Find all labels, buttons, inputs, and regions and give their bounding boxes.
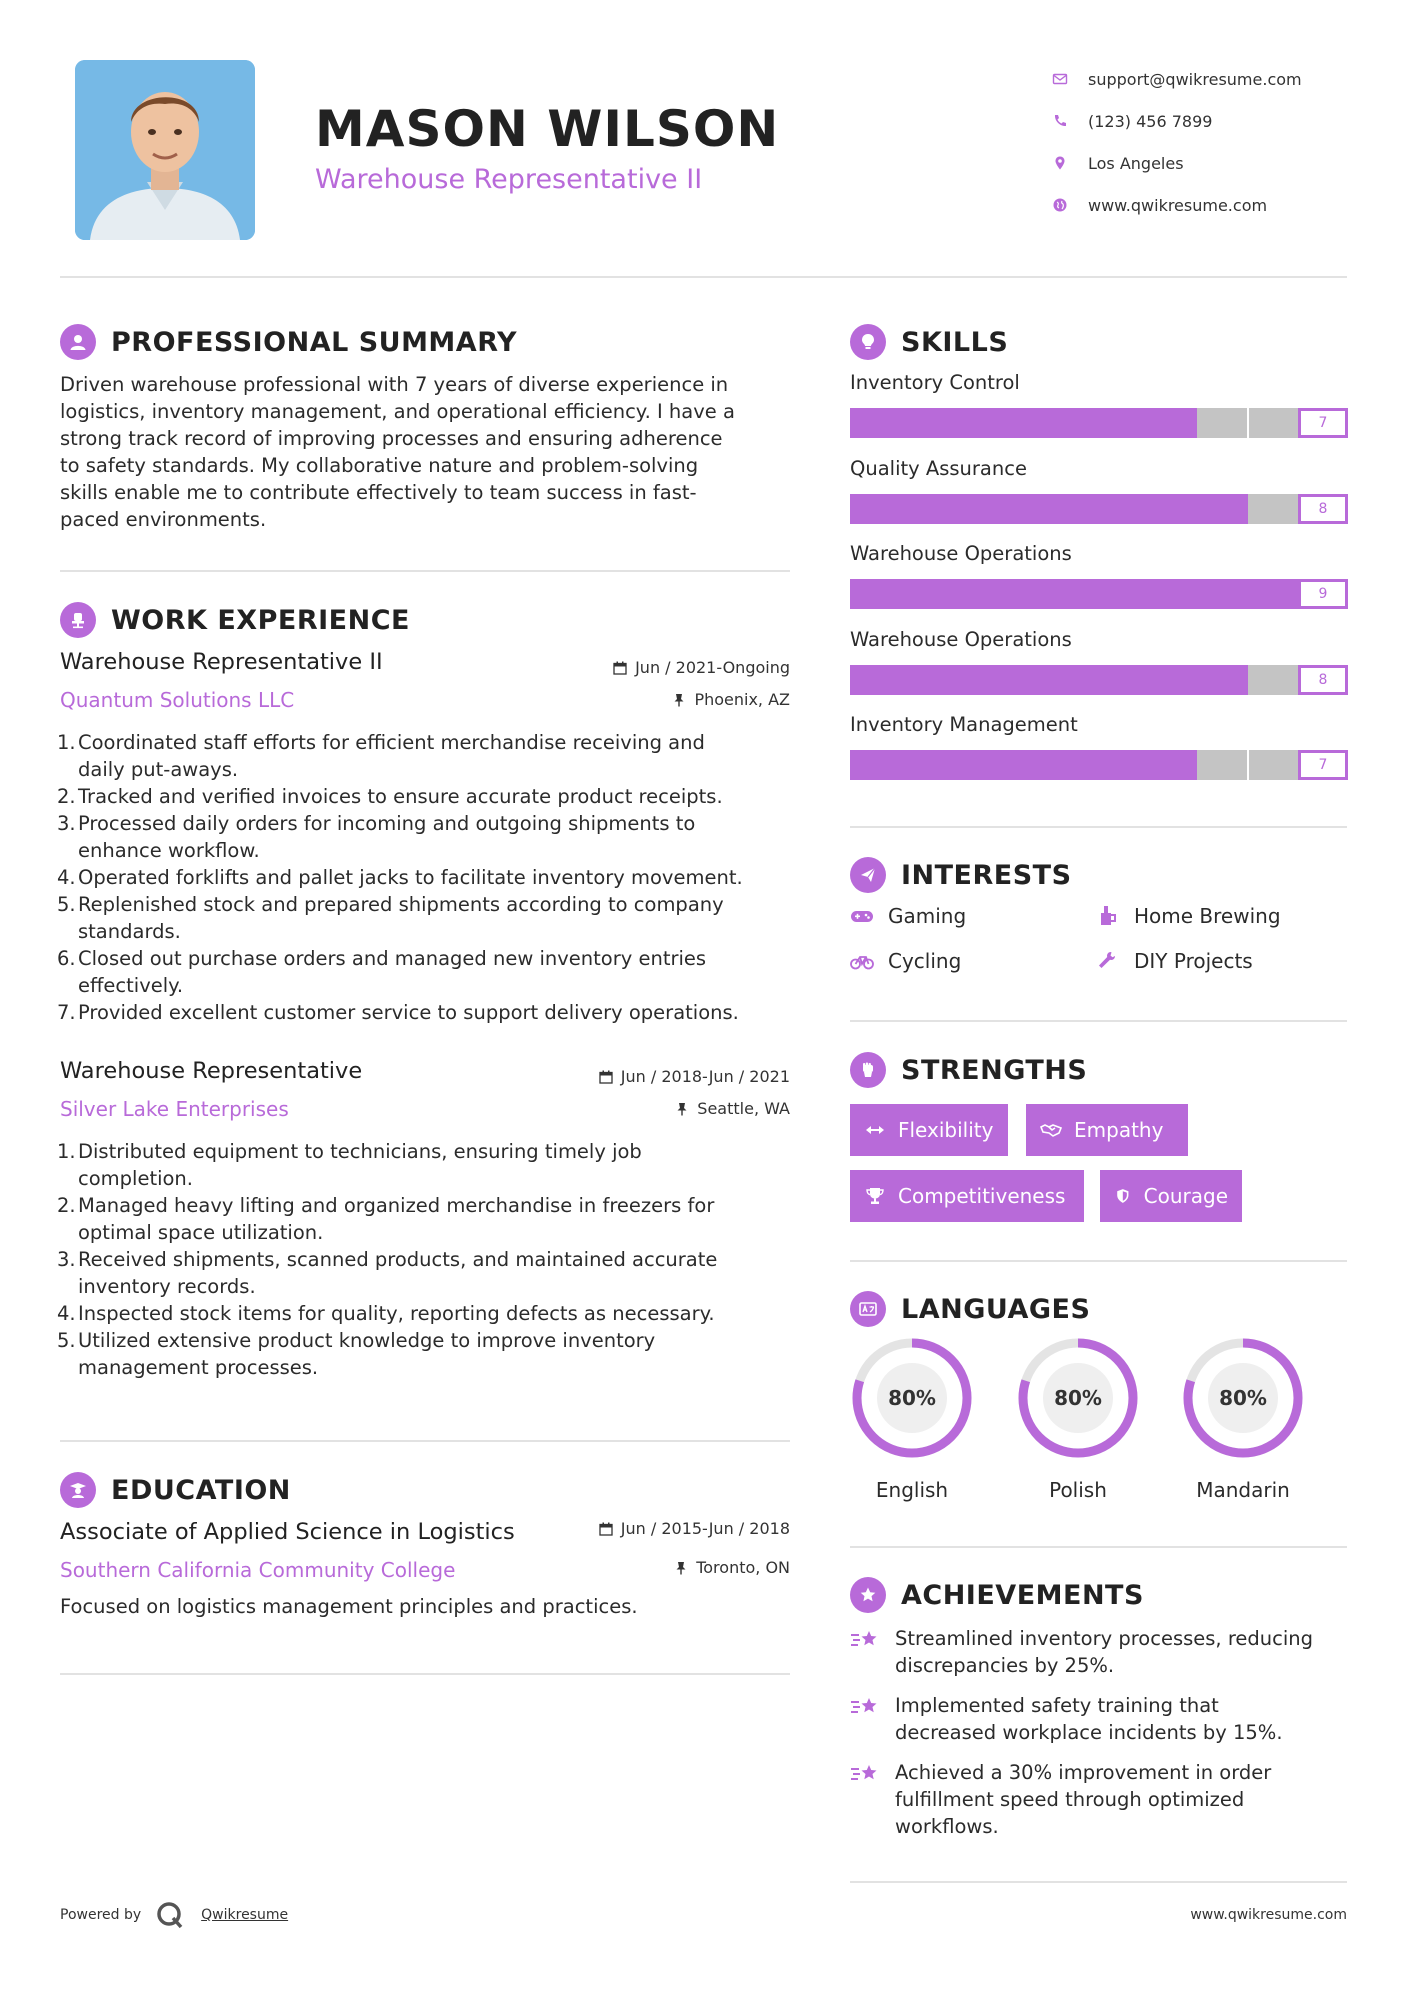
language-name: Polish — [1049, 1478, 1107, 1502]
job-dates — [490, 658, 790, 677]
job-location — [490, 690, 790, 709]
skill-bar-segment — [1248, 579, 1298, 609]
skill-bar-segment — [850, 750, 900, 780]
skill-label: Quality Assurance — [850, 456, 1027, 480]
skill-bar-segment — [1098, 408, 1148, 438]
candidate-name: MASON WILSON — [315, 100, 780, 158]
achievement-item — [850, 1625, 1347, 1679]
achievement-line: decreased workplace incidents by 15%. — [895, 1721, 1283, 1744]
job-location-text: Seattle, WA — [697, 1099, 790, 1118]
skill-bar-segment — [1249, 408, 1299, 438]
interests-heading — [850, 857, 1072, 893]
achievement-line: workflows. — [895, 1815, 999, 1838]
profile-photo — [75, 60, 255, 240]
skill-label: Inventory Management — [850, 713, 1078, 736]
skill-bar-segment — [900, 750, 950, 780]
footer-powered — [60, 1900, 288, 1930]
summary-line: paced environments. — [60, 508, 267, 531]
lightbulb-icon — [850, 324, 886, 360]
skill-bar-segment — [850, 579, 900, 609]
list-item: 6. Closed out purchase orders and managed new inventory entries effectively. — [57, 947, 707, 997]
list-item: 2. Managed heavy lifting and organized merchandise in freezers for optimal space utilization. — [57, 1194, 715, 1244]
language-item — [1016, 1336, 1140, 1502]
summary-line: to safety standards. My collaborative nature and problem-solving — [60, 454, 699, 477]
skill-bar-segment — [1048, 408, 1098, 438]
header-divider — [60, 276, 1347, 278]
skill-bar — [850, 750, 1298, 780]
work-divider — [60, 1440, 790, 1442]
skill-bar — [850, 579, 1298, 609]
arrows-horizontal-icon — [864, 1120, 886, 1140]
contact-block — [1052, 58, 1372, 226]
summary-title: PROFESSIONAL SUMMARY — [111, 326, 518, 358]
summary-line: Driven warehouse professional with 7 years of diverse experience in — [60, 373, 729, 396]
skill-bar-segment — [900, 408, 950, 438]
education-title: EDUCATION — [111, 1474, 291, 1506]
shield-icon — [1114, 1186, 1132, 1206]
skill-level-badge: 7 — [1298, 750, 1348, 780]
strength-label: Empathy — [1074, 1118, 1164, 1142]
education-location — [490, 1558, 790, 1577]
summary-divider — [60, 570, 790, 572]
briefcase-chair-icon — [60, 602, 96, 638]
skill-bar-segment — [1197, 750, 1249, 780]
contact-phone-text: (123) 456 7899 — [1088, 111, 1213, 131]
language-item — [850, 1336, 974, 1502]
summary-line: skills enable me to contribute effectively to team success in fast- — [60, 481, 697, 504]
work-title: WORK EXPERIENCE — [111, 604, 410, 636]
job-location — [490, 1099, 790, 1118]
skill-bar-segment — [1147, 750, 1197, 780]
contact-website-text: www.qwikresume.com — [1088, 195, 1268, 215]
skill-bar-segment — [1198, 665, 1248, 695]
interest-diy-projects — [1096, 949, 1253, 973]
skill-label: Warehouse Operations — [850, 627, 1072, 651]
job-title: Warehouse Representative — [60, 1058, 363, 1084]
skills-divider — [850, 826, 1347, 828]
footer-website[interactable]: www.qwikresume.com — [1190, 1907, 1347, 1923]
trophy-icon — [864, 1186, 886, 1206]
language-name: English — [875, 1478, 949, 1502]
skill-bar-segment — [850, 408, 900, 438]
skill-level-badge: 8 — [1298, 665, 1348, 695]
gamepad-icon — [850, 905, 874, 927]
job-dates — [490, 1067, 790, 1086]
interest-label: Home Brewing — [1134, 904, 1281, 928]
list-item: 4. Inspected stock items for quality, reporting defects as necessary. — [57, 1302, 715, 1325]
calendar-icon — [599, 1522, 613, 1536]
education-dates — [490, 1519, 790, 1538]
skill-bar-segment — [1149, 665, 1199, 695]
job-bullets — [57, 1138, 800, 1381]
language-percent: 80% — [1219, 1386, 1267, 1410]
job-dates-text: Jun / 2018-Jun / 2021 — [620, 1067, 790, 1086]
skill-level-badge: 9 — [1298, 579, 1348, 609]
list-item: 2. Tracked and verified invoices to ensure accurate product receipts. — [57, 785, 723, 808]
job-company: Silver Lake Enterprises — [60, 1097, 289, 1121]
language-ring — [850, 1336, 974, 1460]
skills-heading — [850, 324, 1008, 360]
star-badge-icon — [850, 1577, 886, 1613]
skill-bar-segment — [1099, 579, 1149, 609]
pushpin-icon — [674, 1561, 688, 1575]
achievement-line: Implemented safety training that — [895, 1694, 1219, 1717]
education-dates-text: Jun / 2015-Jun / 2018 — [620, 1519, 790, 1538]
strength-empathy — [1026, 1104, 1188, 1156]
skill-label: Inventory Control — [850, 371, 1020, 394]
shooting-star-icon — [850, 1759, 895, 1840]
interest-label: Gaming — [888, 904, 967, 928]
pushpin-icon — [672, 693, 686, 707]
education-description: Focused on logistics management principles and practices. — [60, 1595, 638, 1618]
skill-bar-segment — [1049, 665, 1099, 695]
skill-label: Warehouse Operations — [850, 542, 1072, 565]
interests-divider — [850, 1020, 1347, 1022]
skill-bar-segment — [1198, 494, 1248, 524]
skill-bar-segment — [1147, 408, 1197, 438]
language-name: Mandarin — [1196, 1478, 1290, 1502]
work-heading — [60, 602, 410, 638]
language-percent: 80% — [888, 1386, 936, 1410]
skills-title: SKILLS — [901, 326, 1009, 358]
candidate-title: Warehouse Representative II — [315, 164, 703, 195]
skill-bar — [850, 408, 1298, 438]
strength-label: Courage — [1143, 1184, 1228, 1208]
translate-icon — [850, 1291, 886, 1327]
brand-link[interactable]: Qwikresume — [201, 1907, 289, 1923]
languages-divider — [850, 1546, 1347, 1548]
shooting-star-icon — [850, 1692, 895, 1746]
degree-title: Associate of Applied Science in Logistics — [60, 1519, 515, 1545]
strengths-heading — [850, 1052, 1087, 1088]
interest-gaming — [850, 904, 966, 928]
contact-location — [1052, 142, 1372, 184]
person-photo-icon — [75, 60, 255, 240]
summary-line: strong track record of improving processes and ensuring adherence — [60, 427, 723, 450]
user-icon — [60, 324, 96, 360]
skill-bar-segment — [950, 665, 1000, 695]
languages-heading — [850, 1291, 1090, 1327]
calendar-icon — [613, 661, 627, 675]
skill-level-badge: 8 — [1298, 494, 1348, 524]
skill-bar-segment — [850, 665, 900, 695]
contact-email-text: support@qwikresume.com — [1088, 69, 1302, 89]
fist-icon — [850, 1052, 886, 1088]
summary-line: logistics, inventory management, and operational efficiency. I have a — [60, 400, 735, 423]
achievement-line: Achieved a 30% improvement in order — [895, 1761, 1272, 1784]
strength-flexibility — [850, 1104, 1008, 1156]
job-title: Warehouse Representative II — [60, 649, 383, 675]
skill-bar-segment — [1099, 665, 1149, 695]
contact-location-text: Los Angeles — [1088, 153, 1184, 173]
handshake-icon — [1040, 1120, 1062, 1140]
strengths-title: STRENGTHS — [901, 1054, 1088, 1086]
skill-bar-segment — [1248, 494, 1298, 524]
skill-bar-segment — [950, 579, 1000, 609]
wrench-icon — [1096, 950, 1120, 972]
summary-heading — [60, 324, 517, 360]
pushpin-icon — [675, 1102, 689, 1116]
strength-label: Competitiveness — [898, 1184, 1066, 1208]
language-ring — [1016, 1336, 1140, 1460]
list-item: 5. Utilized extensive product knowledge to improve inventory management processes. — [57, 1329, 656, 1379]
qwikresume-logo-icon — [155, 1900, 185, 1930]
skill-bar — [850, 494, 1298, 524]
skill-bar-segment — [950, 494, 1000, 524]
interest-home-brewing — [1096, 904, 1281, 928]
list-item: 5. Replenished stock and prepared shipments according to company standards. — [57, 893, 724, 943]
list-item: 1. Coordinated staff efforts for efficient merchandise receiving and daily put-aways. — [57, 731, 705, 781]
contact-website[interactable] — [1052, 184, 1372, 226]
skill-level-badge: 7 — [1298, 408, 1348, 438]
interests-title: INTERESTS — [901, 859, 1072, 891]
strengths-divider — [850, 1260, 1347, 1262]
education-location-text: Toronto, ON — [696, 1558, 790, 1577]
skill-bar-segment — [949, 408, 999, 438]
list-item: 1. Distributed equipment to technicians, ensuring timely job completion. — [57, 1140, 642, 1190]
strength-label: Flexibility — [898, 1118, 994, 1142]
globe-icon — [1052, 197, 1088, 213]
school-name: Southern California Community College — [60, 1558, 456, 1582]
list-item: 4. Operated forklifts and pallet jacks to facilitate inventory movement. — [57, 866, 743, 889]
interest-label: DIY Projects — [1134, 949, 1253, 973]
language-item — [1181, 1336, 1305, 1502]
education-divider — [60, 1673, 790, 1675]
skill-bar-segment — [949, 750, 999, 780]
brewing-icon — [1096, 905, 1120, 927]
strength-competitiveness — [850, 1170, 1084, 1222]
strength-courage — [1100, 1170, 1242, 1222]
achievement-item — [850, 1759, 1347, 1840]
job-location-text: Phoenix, AZ — [694, 690, 790, 709]
list-item: 3. Received shipments, scanned products, and maintained accurate inventory records. — [57, 1248, 718, 1298]
skill-bar-segment — [999, 408, 1049, 438]
education-heading — [60, 1472, 291, 1508]
phone-icon — [1052, 113, 1088, 129]
skill-bar-segment — [999, 665, 1049, 695]
envelope-icon — [1052, 71, 1088, 87]
skill-bar-segment — [900, 579, 950, 609]
skill-bar-segment — [999, 579, 1049, 609]
achievement-line: fulfillment speed through optimized — [895, 1788, 1245, 1811]
skill-bar-segment — [1049, 579, 1099, 609]
skill-bar-segment — [1197, 408, 1249, 438]
achievement-item — [850, 1692, 1347, 1746]
language-ring — [1181, 1336, 1305, 1460]
skill-bar-segment — [1149, 494, 1199, 524]
job-dates-text: Jun / 2021-Ongoing — [635, 658, 790, 677]
languages-title: LANGUAGES — [901, 1293, 1091, 1325]
skill-bar-segment — [900, 494, 950, 524]
language-percent: 80% — [1054, 1386, 1102, 1410]
skill-bar-segment — [1248, 665, 1298, 695]
bicycle-icon — [850, 950, 874, 972]
job-bullets — [57, 729, 800, 1026]
skill-bar-segment — [999, 494, 1049, 524]
achievement-line: Streamlined inventory processes, reducing — [895, 1627, 1314, 1650]
graduate-icon — [60, 1472, 96, 1508]
skill-bar-segment — [1099, 494, 1149, 524]
skill-bar-segment — [1249, 750, 1299, 780]
powered-by-text: Powered by — [60, 1907, 142, 1923]
interest-cycling — [850, 949, 961, 973]
achievements-divider — [850, 1881, 1347, 1883]
map-pin-icon — [1052, 155, 1088, 171]
skill-bar — [850, 665, 1298, 695]
contact-phone[interactable] — [1052, 100, 1372, 142]
skill-bar-segment — [1048, 750, 1098, 780]
skill-bar-segment — [1098, 750, 1148, 780]
skill-bar-segment — [1198, 579, 1248, 609]
summary-text — [60, 371, 800, 533]
skill-bar-segment — [1049, 494, 1099, 524]
skill-bar-segment — [999, 750, 1049, 780]
skill-bar-segment — [1149, 579, 1199, 609]
skill-bar-segment — [900, 665, 950, 695]
achievements-heading — [850, 1577, 1144, 1613]
interest-label: Cycling — [888, 949, 962, 973]
shooting-star-icon — [850, 1625, 895, 1679]
contact-email[interactable] — [1052, 58, 1372, 100]
calendar-icon — [599, 1070, 613, 1084]
achievement-line: discrepancies by 25%. — [895, 1654, 1115, 1677]
list-item: 3. Processed daily orders for incoming and outgoing shipments to enhance workflow. — [57, 812, 696, 862]
job-company: Quantum Solutions LLC — [60, 688, 295, 712]
achievements-title: ACHIEVEMENTS — [901, 1579, 1144, 1611]
paper-plane-icon — [850, 857, 886, 893]
skill-bar-segment — [850, 494, 900, 524]
list-item: 7. Provided excellent customer service to support delivery operations. — [57, 1001, 739, 1024]
